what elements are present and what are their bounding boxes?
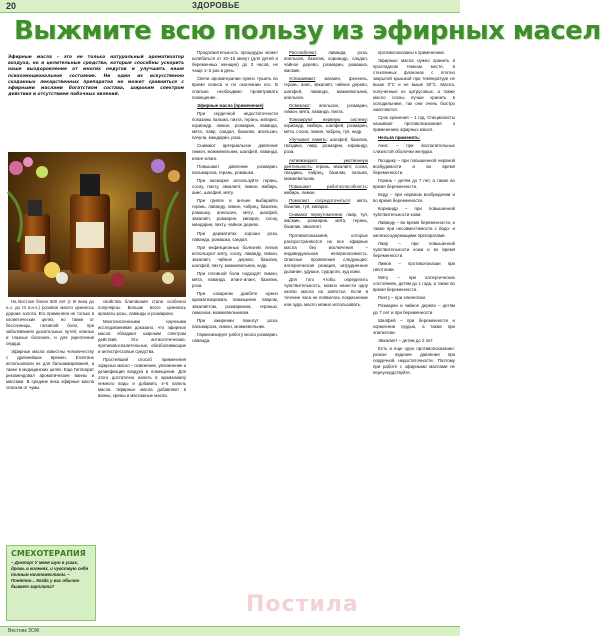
inline-heading: Расслабляют [289, 50, 317, 55]
paragraph: Противопоказания, которые распространяются на все эфирные масла без исключения – индивидуальная непереносимость. Опасные проявления следующие: аллергическая реакция, затрудненное дыхание, удушье, судороги, зуд кожи. [284, 232, 368, 275]
paragraph: При сердечной недостаточности показаны пальма, пихта, герань, кипарис, кориандр, лимон, розмарин, лаванда, мята, лавр, сандал, базилик, апельсин, пачули, мандарин, роза. [192, 110, 278, 141]
paragraph: Пихту – при эпилепсии. [378, 295, 427, 301]
paragraph: Продолжительность процедуры может колебаться от 10–15 минут (для детей и беременных женщин) до 3 часов, не чаще 1–2 раз в день. [192, 50, 278, 74]
article-lead: Эфирные масла – это не только натуральный ароматизатор воздуха, но и целительные средства, которые способны ускорить наше выздоровление от многих недугов и улучшить наше психоэмоциональное состояние. Ни один из искусственно созданных лекарственных препаратов не может сравниться с эфирными маслами богатством состава, широким спектром действия и отсутствием побочных явлений. [8, 55, 184, 98]
paragraph: На Востоке более 600 лет (с III века до н.э. до III в.н.э.) розовое масло ценилось дороже золота. Его применяли не только в косметических целях, но также от бессонницы, головной боли, при заболеваниях дыхательных путей, кожных и глазных болезнях, и для укрепления сердца. [6, 299, 94, 346]
paragraph: Активизируют умственную деятельность: герань, эвкалипт, сосна, гвоздика, чабрец, базилик, пальма, можжевельник. [284, 157, 368, 181]
paragraph: Мяту – при аллергических состояниях, детям до 1 года, а также во время беременности. [373, 275, 455, 293]
watermark: Постила [246, 592, 359, 617]
paragraph: Кедр – при нервном возбуждении и во время беременности. [373, 191, 455, 204]
paragraph: Тонизируют нервную систему: кориандр, имбирь, шалфей, розмарин, мята, сосна, лимон, чабрец, туя, кедр. [284, 116, 368, 135]
essential-oils-photo [8, 152, 186, 297]
article-headline: Выжмите всю пользу из эфирных масел [14, 16, 601, 46]
inline-heading: Активизируют умственную деятельность [284, 157, 368, 169]
subheading: Нельзя применять: [378, 135, 421, 141]
paragraph: Эвкалипт – детям до 2 лет. [378, 337, 434, 343]
paragraph: Для того чтобы определить чувствительность, можно нанести одну каплю масла на запястье. Если в течение часа не появилось покраснение или зуда, масло можно использовать. [284, 277, 368, 307]
paragraph: При сахарном диабете нужно ароматизировать помещение лавром, эвкалиптом, розмарином, геранью, лимоном, можжевельником. [192, 291, 278, 315]
paragraph: свойства благовония стали особенно популярны. Больше всего ценились ароматы розы, лаванды и розмарина. [98, 299, 186, 316]
paragraph: Снижают артериальное давление лимон, можжевельник, шалфей, лаванда, иланг-иланг. [192, 143, 278, 161]
page-header [0, 0, 460, 13]
humor-box [6, 545, 96, 621]
paragraph: противопоказаны к применению. [378, 50, 445, 55]
paragraph: Эфирные масла нужно хранить в прохладном темном месте, в стеклянных флаконах с плотно закрытой крышкой при температуре не выше 0°С и не выше 30°С. Масла, полученные из цитрусовых, а также масло сосны лучше хранить в холодильнике, так они очень быстро окисляются. [373, 58, 455, 112]
paragraph: Многочисленными научными исследованиями доказано, что эфирные масла обладают широким спектром действия. Это антисептические, противовоспалительные, обезболивающие и антистрессовые средства. [98, 319, 186, 354]
paragraph: Простейший способ применения эфирных масел – освежение, увлажнение и дезинфекция воздуха в помещении. Для этого достаточно налить в аромалампу немного воды и добавить 4–5 капель масла. Эфирные масла добавляют в ванны, кремы и массажные масла. [98, 357, 186, 398]
inline-heading: Повышают работоспособность [289, 183, 367, 189]
paragraph: Кориандр – при повышенной чувствительности кожи. [373, 206, 455, 218]
paragraph: При насморке используйте герань, сосну, пихту, эвкалипт, лимон, имбирь, анис, шалфей, мяту. [192, 177, 278, 195]
paragraph: Гармонизирует работу мозга розмарин, лаванда. [192, 331, 278, 344]
left-column-2 [98, 299, 186, 624]
paragraph: При инфекционных болезнях легких используют мяту, сосну, лаванду, лимон, эвкалипт, чайное дерево, базилик, шалфей, пихту, можжевельник, кедр. [192, 244, 278, 268]
subheading: Эфирные масла (применение) [197, 102, 264, 108]
inline-heading: Тонизируют нервную систему [289, 116, 367, 122]
paragraph: Свечи ароматерапии нужно тушить во время сеанса и по окончании его. В спальне необходимо проветривать помещение. [192, 76, 278, 100]
inline-heading: Снимают переутомление [289, 212, 343, 218]
right-column-1 [284, 50, 368, 625]
humor-text: – Доктор! У меня шум в ушах, дрожь в коленях, и чувствую себя полным ничтожеством. – Понятно... Когда у вас обычно бывает зарплата? [11, 560, 89, 589]
paragraph: При дерматитах хороши роза, лаванда, ромашка, сандал. [192, 230, 278, 242]
paragraph: Помогают сосредоточиться: мята, базилик, туя, кипарис. [284, 198, 368, 210]
paragraph: Повышают работоспособность: имбирь, лимон. [284, 183, 368, 195]
section-title: ЗДОРОВЬЕ [192, 1, 240, 10]
page-footer [0, 626, 460, 636]
paragraph: Эфирные масла известны человечеству с древнейших времен. Египтяне использовали их для бальзамирования, а также в медицинских целях. Еще Гиппократ рекомендовал ароматические ванны и массажи. В средние века эфирные масла спасали от чумы. [6, 349, 94, 390]
paragraph: Срок хранения – 1 год. Специалисты называют противопоказания к применению эфирных масел. [373, 114, 455, 133]
footer-text: Вестник ЗОЖ [8, 628, 40, 634]
inline-heading: Успокаивают [289, 76, 316, 82]
paragraph: Анис – при воспалительных слизистой оболочки желудка. [373, 143, 455, 155]
paragraph: Герань – детям до 7 лет, а также во время беременности. [373, 177, 455, 189]
paragraph: Лимон – противопоказан при гипотонии. [373, 260, 455, 272]
right-column-2 [373, 50, 455, 590]
page-number: 20 [6, 1, 17, 11]
paragraph: Повышают давление розмарин, пальмароза, герань, ромашка. [192, 163, 278, 175]
paragraph: Успокаивают: жасмин, фенхель, герань, анис, эвкалипт, чайное дерево, шалфей, лаванда, можжевельник, апельсин. [284, 76, 368, 100]
inline-heading: Улучшают память [289, 137, 327, 143]
inline-heading: Помогают сосредоточиться [289, 198, 350, 204]
paragraph: Улучшают память: шалфей, базилик, гвоздика, лавр, розмарин, кориандр, роза. [284, 137, 368, 155]
paragraph: Гвоздику – при повышенной нервной возбудимости и во время беременности. [373, 157, 455, 175]
paragraph: При головной боли подходят лимон, мята, лаванда, иланг-иланг, базилик, роза. [192, 271, 278, 289]
paragraph: Расслабляют: лаванда, роза, апельсин, базилик, кориандр, сандал, чайное дерево, розмарин, ромашка, жасмин. [284, 50, 368, 74]
paragraph: Освежают: апельсин, розмарин, лимон, мята, лаванда, пихта. [284, 102, 368, 114]
inline-heading: Освежают [289, 102, 310, 108]
paragraph: Шалфей – при беременности и кормлении грудью, а также при эпилепсии. [373, 317, 455, 335]
paragraph: Лавр – при повышенной чувствительности кожи и во время беременности. [373, 240, 455, 258]
left-column-1 [6, 299, 94, 543]
humor-title: СМЕХОТЕРАПИЯ [11, 549, 86, 558]
paragraph: При ожирении помогут роза, пальмароза, лимон, можжевельник. [192, 317, 278, 329]
paragraph: Розмарин и чайное дерево – детям до 7 лет и при беременности. [373, 303, 455, 315]
middle-column [192, 50, 278, 625]
essential-oils-illustration [8, 152, 186, 297]
paragraph: При гриппе и ангине выбирайте герань, лаванду, лимон, чабрец, базилик, ромашку, апельсин, мяту, шалфей, эвкалипт, розмарин, кипарис, сосну, мандарин, пихту, чайное дерево. [192, 198, 278, 228]
paragraph: Снимают переутомление: лавр, туя, жасмин, розмарин, мята, герань, базилик, эвкалипт. [284, 212, 368, 230]
paragraph: Лаванду – во время беременности, а также при несовместимости с йодо- и железосодержащими препаратами. [373, 220, 455, 238]
paragraph: Есть и еще одно противопоказание: резкое падение давления при сердечной недостаточности. Поэтому при работе с эфирными маслами не переусердствуйте. [373, 346, 455, 376]
